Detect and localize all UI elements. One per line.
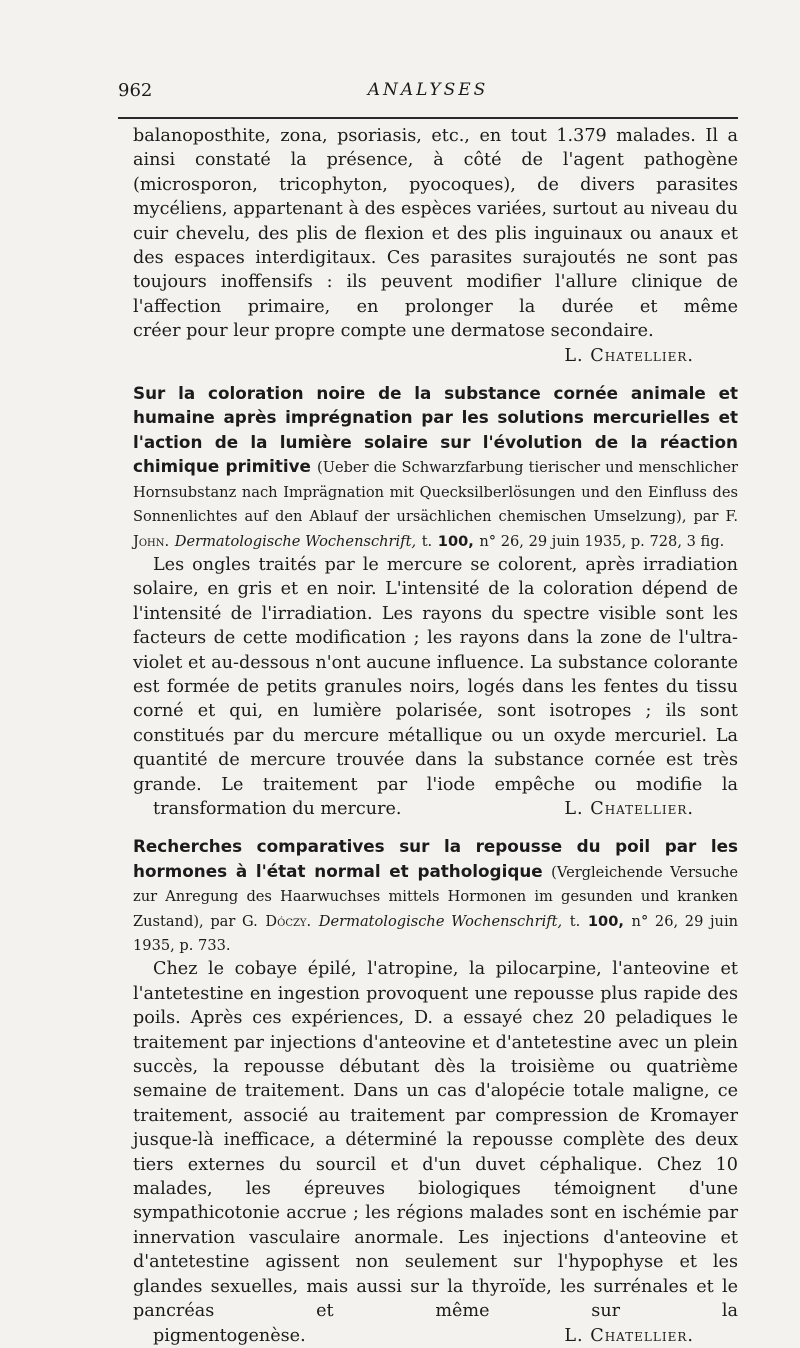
- article-1-text: Les ongles traités par le mercure se colorent, après irradiation solaire, en gris et en noir. L'intensité de la coloration dépend de l'intensité de l'irradiation. Les rayons du spectre visible sont les facteurs de cette modification ; les rayons dans la zone de l'ultra-violet et au-dessous n'ont aucune influence. La substance colorante est formée de petits granules noirs, logés dans les fentes du tissu corné et qui, en lumière polarisée, sont isotropes ; ils sont constitués par du mercure métallique ou un oxyde mercuriel. La quantité de mercure trouvée dans la substance cornée est très grande. Le traitement par l'iode empêche ou modifie la: [133, 554, 738, 795]
- article-2-volume-prefix: t.: [569, 912, 581, 930]
- page-body: [133, 124, 738, 1348]
- article-2-author: Dóczy.: [265, 912, 312, 930]
- article-1-volume: 100,: [437, 532, 474, 550]
- article-2-journal: Dermatologische Wochenschrift,: [318, 912, 563, 930]
- article-1-heading: [133, 382, 738, 553]
- running-header: [118, 80, 738, 104]
- article-2-last-line: [133, 1324, 738, 1348]
- article-1-signature: L. Chatellier.: [564, 798, 694, 819]
- article-2-last-text: pigmentogenèse.: [153, 1325, 306, 1346]
- page-number: 962: [118, 80, 153, 101]
- article-2-heading: [133, 835, 738, 957]
- signature: L. Chatellier.: [564, 345, 694, 366]
- intro-paragraph: [133, 124, 738, 344]
- article-2-citation: n° 26, 29 juin 1935, p. 733.: [133, 912, 739, 954]
- article-2-title: Recherches comparatives sur la repousse du poil par les hormones à l'état normal et pathologique: [133, 836, 738, 881]
- article-1-last-text: transformation du mercure.: [153, 798, 402, 819]
- article-1-last-line: [133, 797, 738, 821]
- article-1-journal: Dermatologische Wochenschrift,: [174, 532, 417, 550]
- article-1-paragraph: [133, 553, 738, 821]
- article-2-subtitle: (Vergleichende Versuche zur Anregung des Haarwuchses mittels Hormonen im gesunden und kranken Zustand), par G.: [133, 863, 739, 930]
- article-2-text: Chez le cobaye épilé, l'atropine, la pilocarpine, l'anteovine et l'antetestine en ingestion provoquent une repousse plus rapide des poils. Après ces expériences, D. a essayé chez 20 peladiques le traitement par injections d'anteovine et d'antetestine avec un plein succès, la repousse débutant dès la troisième ou quatrième semaine de traitement. Dans un cas d'alopécie totale maligne, ce traitement, associé au traitement par compression de Kromayer jusque-là inefficace, a déterminé la repousse complète des deux tiers externes du sourcil et d'un duvet céphalique. Chez 10 malades, les épreuves biologiques témoignent d'une sympathicotonie accrue ; les régions malades sont en ischémie par innervation vasculaire anormale. Les injections d'anteovine et d'antetestine agissent non seulement sur l'hypophyse et les glandes sexuelles, mais aussi sur la thyroïde, les surrénales et le pancréas et même sur la: [133, 959, 738, 1322]
- article-2-volume: 100,: [587, 912, 624, 930]
- article-2-signature: L. Chatellier.: [564, 1325, 694, 1346]
- article-2-paragraph: [133, 957, 738, 1348]
- intro-signature: [133, 344, 738, 368]
- intro-last-line: créer pour leur propre compte une dermatose secondaire.: [133, 321, 654, 342]
- article-1-subtitle: (Ueber die Schwarzfarbung tierischer und menschlicher Hornsubstanz nach Imprägnation mit Quecksilberlösungen und den Einfluss des Sonnenlichtes auf den Ablauf der ursächlichen chemischen Umselzung), par F.: [133, 459, 738, 526]
- article-1-citation: n° 26, 29 juin 1935, p. 728, 3 fig.: [479, 532, 725, 550]
- article-1-volume-prefix: t.: [421, 532, 433, 550]
- intro-text: balanoposthite, zona, psoriasis, etc., en tout 1.379 malades. Il a ainsi constaté la présence, à côté de l'agent pathogène (microsporon, tricophyton, pyocoques), de divers parasites mycéliens, appartenant à des espèces variées, surtout au niveau du cuir chevelu, des plis de flexion et des plis inguinaux ou anaux et des espaces interdigitaux. Ces parasites surajoutés ne sont pas toujours inoffensifs : ils peuvent modifier l'allure clinique de l'affection primaire, en prolonger la durée et même: [133, 126, 738, 317]
- running-title: ANALYSES: [367, 80, 489, 100]
- header-rule: [118, 117, 738, 119]
- article-1-author: John.: [133, 532, 170, 550]
- article-1-title: Sur la coloration noire de la substance cornée animale et humaine après imprégnation par les solutions mercurielles et l'action de la lumière solaire sur l'évolution de la réaction chimique primitive: [133, 383, 738, 477]
